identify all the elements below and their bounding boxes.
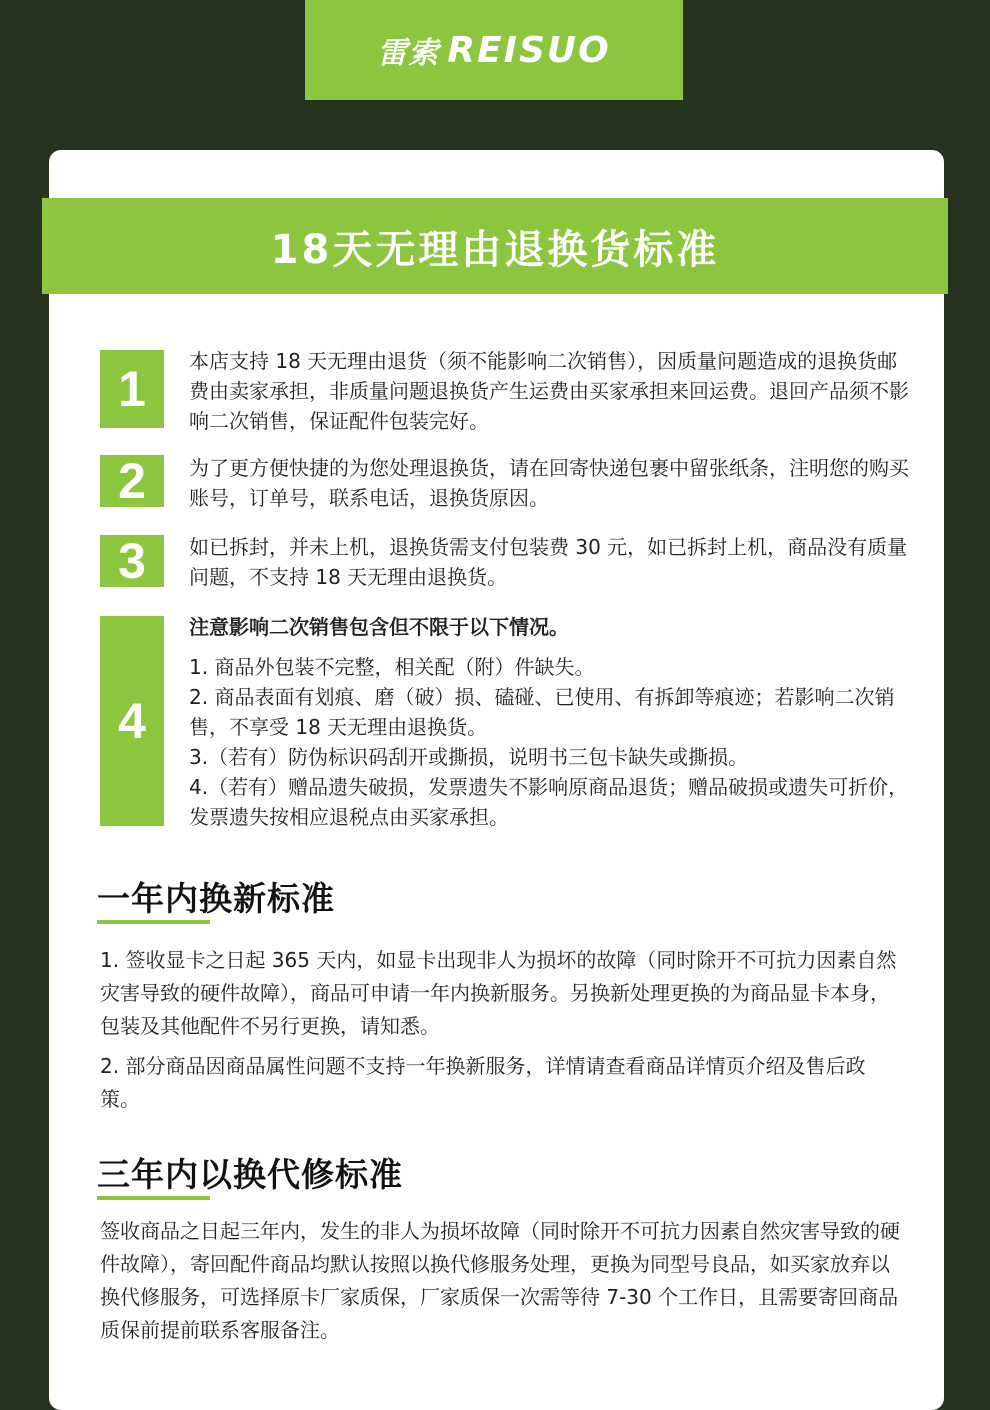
step-list-item: 1. 商品外包装不完整，相关配（附）件缺失。 [189,655,595,679]
section-paragraph: 2. 部分商品因商品属性问题不支持一年换新服务，详情请查看商品详情页介绍及售后政策。 [100,1054,866,1111]
section-title-one-year: 一年内换新标准 [97,879,335,918]
step-paragraph: 如已拆封，并未上机，退换货需支付包装费 30 元，如已拆封上机，商品没有质量问题，不支持 18 天无理由退换货。 [189,535,908,589]
step-text [189,532,909,592]
step-list-item: 2. 商品表面有划痕、磨（破）损、磕碰、已使用、有拆卸等痕迹；若影响二次销售，不享受 18 天无理由退换货。 [189,685,895,739]
step-text [189,346,909,436]
step-text [189,612,909,832]
step-paragraph: 为了更方便快捷的为您处理退换货，请在回寄快递包裹中留张纸条，注明您的购买账号，订单号，联系电话，退换货原因。 [189,456,909,510]
banner-title: 18天无理由退换货标准 [42,198,948,294]
step-text [189,453,909,513]
logo-chinese-text: 雷索 [377,36,440,71]
step-paragraph: 本店支持 18 天无理由退货（须不能影响二次销售），因质量问题造成的退换货邮费由卖家承担，非质量问题退换货产生运费由买家承担来回运费。退回产品须不影响二次销售，保证配件包装完好。 [189,349,909,433]
section-underline [97,920,210,924]
brand-logo [305,0,683,100]
section-underline [97,1196,210,1200]
step-number-badge: 2 [100,455,164,507]
logo-english-text: REISUO [447,29,611,71]
section-paragraph: 签收商品之日起三年内，发生的非人为损坏故障（同时除开不可抗力因素自然灾害导致的硬件故障），寄回配件商品均默认按照以换代修服务处理，更换为同型号良品，如买家放弃以换代修服务，可选择原卡厂家质保，厂家质保一次需等待 7-30 个工作日，且需要寄回商品质保前提前联系客服备注。 [100,1219,900,1342]
step-list-item: 3.（若有）防伪标识码刮开或撕损，说明书三包卡缺失或撕损。 [189,745,749,769]
section-paragraph: 1. 签收显卡之日起 365 天内，如显卡出现非人为损坏的故障（同时除开不可抗力因素自然灾害导致的硬件故障），商品可申请一年内换新服务。另换新处理更换的为商品显卡本身，包装及其他配件不另行更换，请知悉。 [100,948,897,1038]
step-heading: 注意影响二次销售包含但不限于以下情况。 [189,615,569,639]
step-number-badge: 4 [100,616,164,826]
step-number-badge: 1 [100,350,164,428]
step-list-item: 4.（若有）赠品遗失破损，发票遗失不影响原商品退货；赠品破损或遗失可折价，发票遗失按相应退税点由买家承担。 [189,775,909,829]
section-title-three-year: 三年内以换代修标准 [97,1155,403,1194]
step-number-badge: 3 [100,535,164,587]
